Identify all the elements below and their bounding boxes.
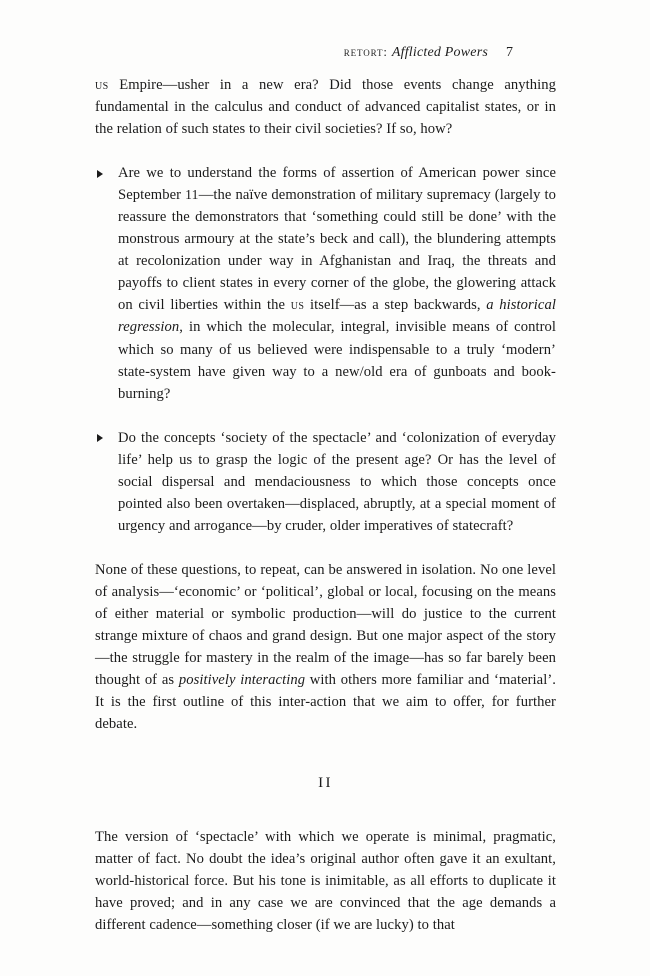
summary-paragraph (95, 559, 556, 735)
question-2-text: Do the concepts ‘society of the spectacle’ and ‘colonization of everyday life’ help us to grasp the logic of the present age? Or has the level of social dispersal and mendaciousness to which those concepts once pointed also been overtaken—displaced, abruptly, at a special moment of urgency and arrogance—by cruder, older imperatives of statecraft? (118, 429, 556, 534)
summary-part-2: with others more familiar and ‘material’. It is the first outline of this inter-action that we aim to offer, for further debate. (95, 672, 557, 733)
opening-paragraph-text: Empire—usher in a new era? Did those events change anything fundamental in the calculus and conduct of advanced capitalist states, or in the relation of such states to their civil societies? If so, how? (95, 77, 556, 138)
question-1-smallcaps-us: us (290, 297, 305, 314)
list-item (95, 427, 556, 537)
question-1-seg-4: itself—as a step backwards, (304, 297, 487, 314)
running-head-journal: retort: (343, 45, 388, 59)
list-item (95, 162, 556, 405)
page-folio-number: 7 (506, 45, 513, 60)
question-1-seg-6: , in which the molecular, integral, invisible means of control which so many of us believed were indispensable to a truly ‘modern’ state-system have given way to a new/old era of gunboats and book-burning? (118, 319, 556, 402)
section-two-paragraph: The version of ‘spectacle’ with which we operate is minimal, pragmatic, matter of fact. No doubt the idea’s original author often gave it an exultant, world-historical force. But his tone is inimitable, as all efforts to duplicate it have proved; and in any case we are convinced that the age demands a different cadence—something closer (if we are lucky) to that (95, 829, 556, 934)
smallcaps-us-opening: us (95, 77, 109, 93)
question-1-seg-0: Are we to understand the forms of assertion of American power since September (118, 165, 556, 204)
section-number: II (318, 775, 333, 792)
question-1-seg-2: —the naïve demonstration of military supremacy (largely to reassure the demonstrators that ‘something could still be done’ with the monstrous armoury at the state’s beck and call), the blundering attempts at recolonization under way in Afghanistan and Iraq, the threats and payoffs to client states in every corner of the globe, the glowering attack on civil liberties within the (118, 187, 556, 314)
triangle-bullet-icon (97, 434, 103, 442)
question-1-italic-phrase: a historical regression (118, 297, 556, 336)
summary-part-1: None of these questions, to repeat, can be answered in isolation. No one level of analysis—‘economic’ or ‘political’, global or local, focusing on the means of either material or symbolic production—will do justice to the current strange mixture of chaos and grand design. But one major aspect of the story—the struggle for mastery in the realm of the image—has so far barely been thought of as (95, 561, 556, 689)
summary-italic-phrase: positively interacting (178, 672, 306, 689)
opening-paragraph (95, 74, 556, 140)
text-block (95, 74, 556, 937)
question-1-oldstyle-numeral: 11 (185, 187, 199, 203)
running-head-article-title: Afflicted Powers (391, 45, 488, 60)
questions-list (95, 162, 556, 537)
triangle-bullet-icon (97, 170, 103, 178)
running-head (95, 45, 513, 61)
